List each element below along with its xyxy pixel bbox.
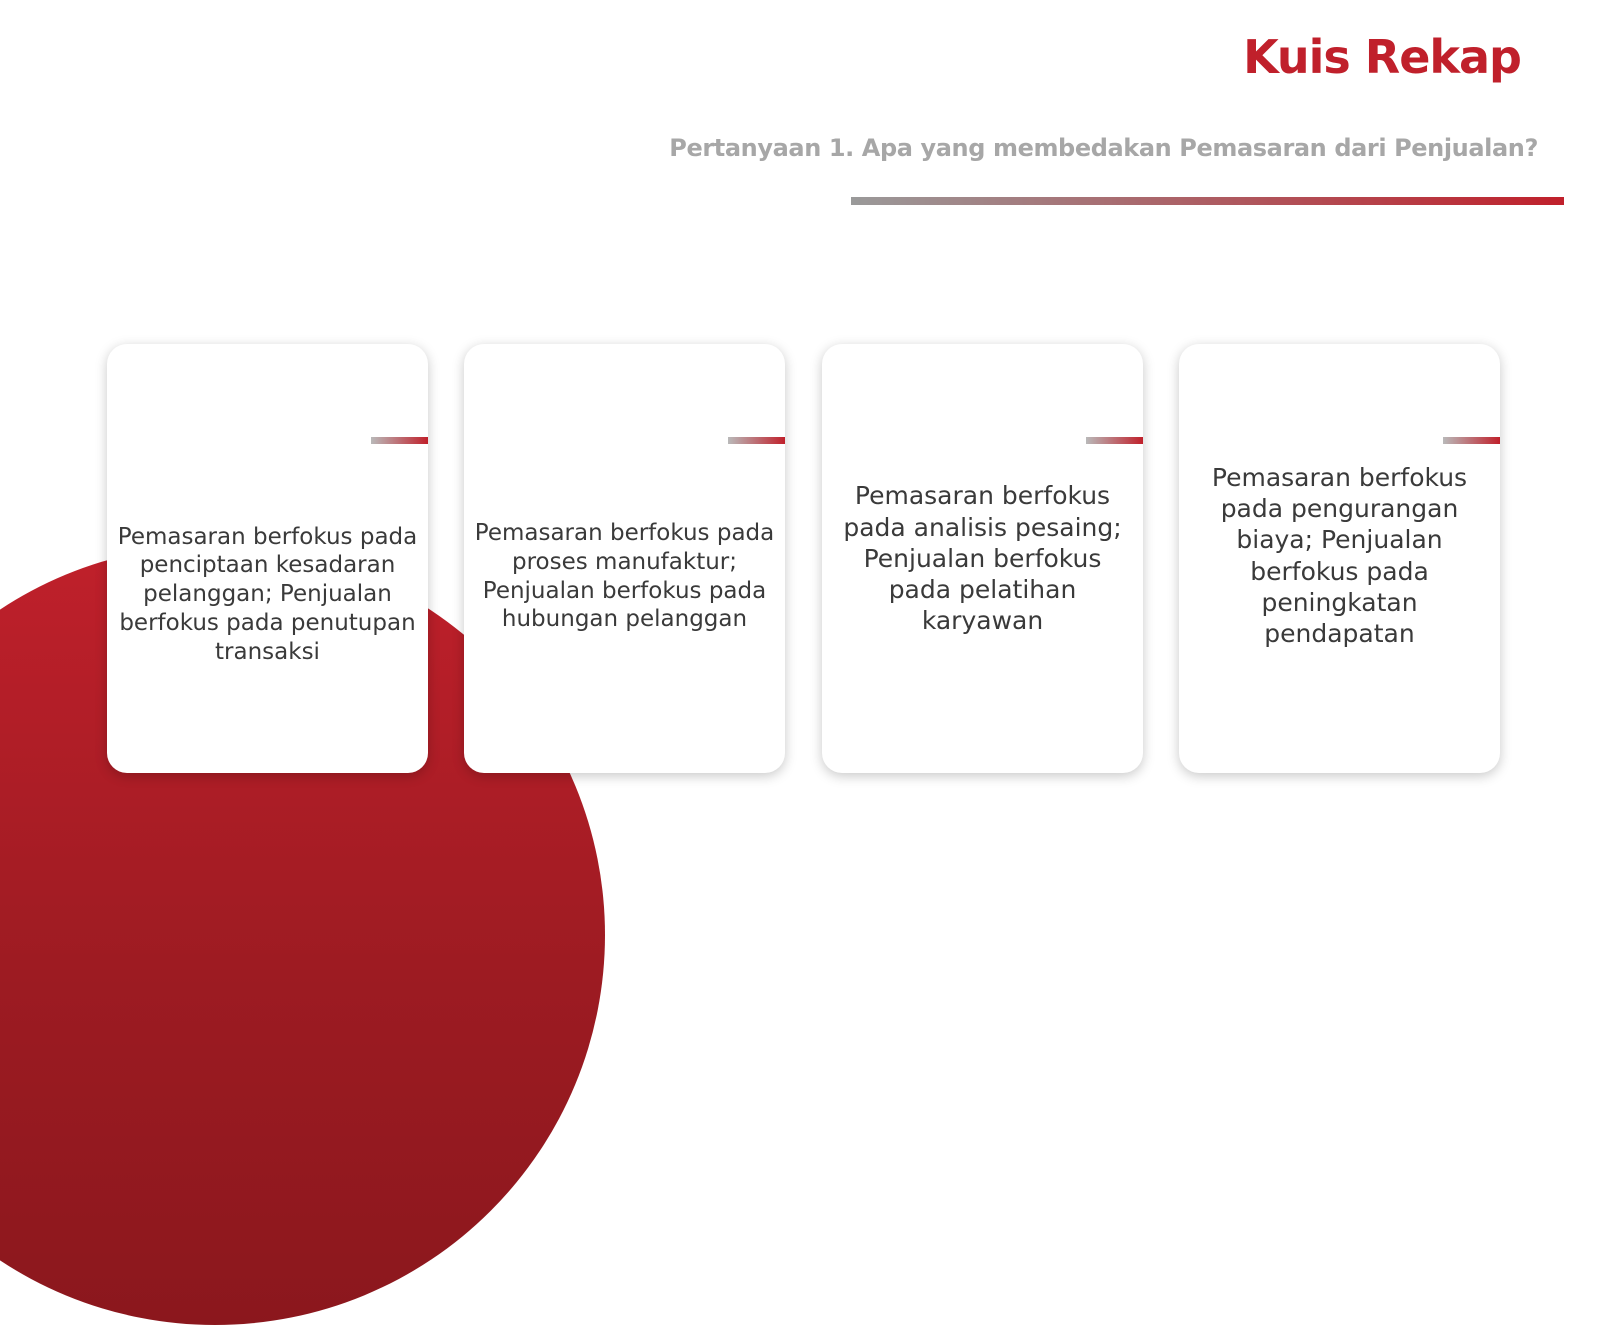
card-accent-line bbox=[371, 437, 428, 444]
title-divider bbox=[851, 197, 1564, 205]
answer-text-3: Pemasaran berfokus pada analisis pesaing; Penjualan berfokus pada pelatihan karyawan bbox=[843, 481, 1122, 636]
card-accent-line bbox=[728, 437, 785, 444]
card-accent-line bbox=[1086, 437, 1143, 444]
answer-card-1[interactable] bbox=[107, 344, 428, 773]
slide-title: Kuis Rekap bbox=[1243, 30, 1521, 84]
question-text: Pertanyaan 1. Apa yang membedakan Pemasaran dari Penjualan? bbox=[669, 134, 1538, 162]
answer-text-2: Pemasaran berfokus pada proses manufaktur; Penjualan berfokus pada hubungan pelanggan bbox=[474, 520, 775, 633]
answer-text-4: Pemasaran berfokus pada pengurangan biaya; Penjualan berfokus pada peningkatan pendapatan bbox=[1211, 462, 1468, 648]
answer-card-4[interactable] bbox=[1179, 344, 1500, 773]
answer-card-3[interactable] bbox=[822, 344, 1143, 773]
answer-card-2[interactable] bbox=[464, 344, 785, 773]
card-accent-line bbox=[1443, 437, 1500, 444]
answer-text-1: Pemasaran berfokus pada penciptaan kesadaran pelanggan; Penjualan berfokus pada penutupan transaksi bbox=[117, 523, 418, 665]
